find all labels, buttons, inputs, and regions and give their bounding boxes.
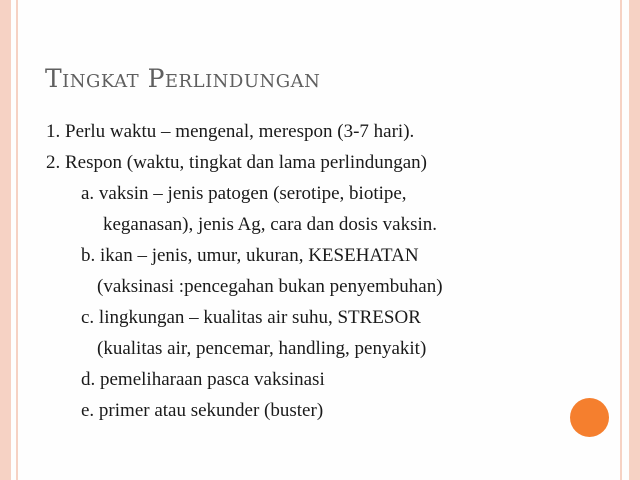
- list-item-1: 1. Perlu waktu – mengenal, merespon (3-7 hari).: [46, 121, 415, 142]
- list-item-2: 2. Respon (waktu, tingkat dan lama perlindungan): [46, 152, 427, 173]
- sub-item-c: c. lingkungan – kualitas air suhu, STRESOR: [81, 307, 421, 328]
- slide-title: Tingkat Perlindungan: [45, 64, 321, 93]
- sub-item-a: a. vaksin – jenis patogen (serotipe, biotipe,: [81, 183, 407, 204]
- accent-circle-decoration: [570, 398, 609, 437]
- sub-item-c-continuation: (kualitas air, pencemar, handling, penyakit): [97, 338, 427, 359]
- sub-item-a-continuation: keganasan), jenis Ag, cara dan dosis vaksin.: [103, 214, 437, 235]
- sub-item-d: d. pemeliharaan pasca vaksinasi: [81, 369, 325, 390]
- sub-item-e: e. primer atau sekunder (buster): [81, 400, 324, 421]
- sub-item-b-continuation: (vaksinasi :pencegahan bukan penyembuhan): [97, 276, 443, 297]
- sub-item-b: b. ikan – jenis, umur, ukuran, KESEHATAN: [81, 245, 419, 266]
